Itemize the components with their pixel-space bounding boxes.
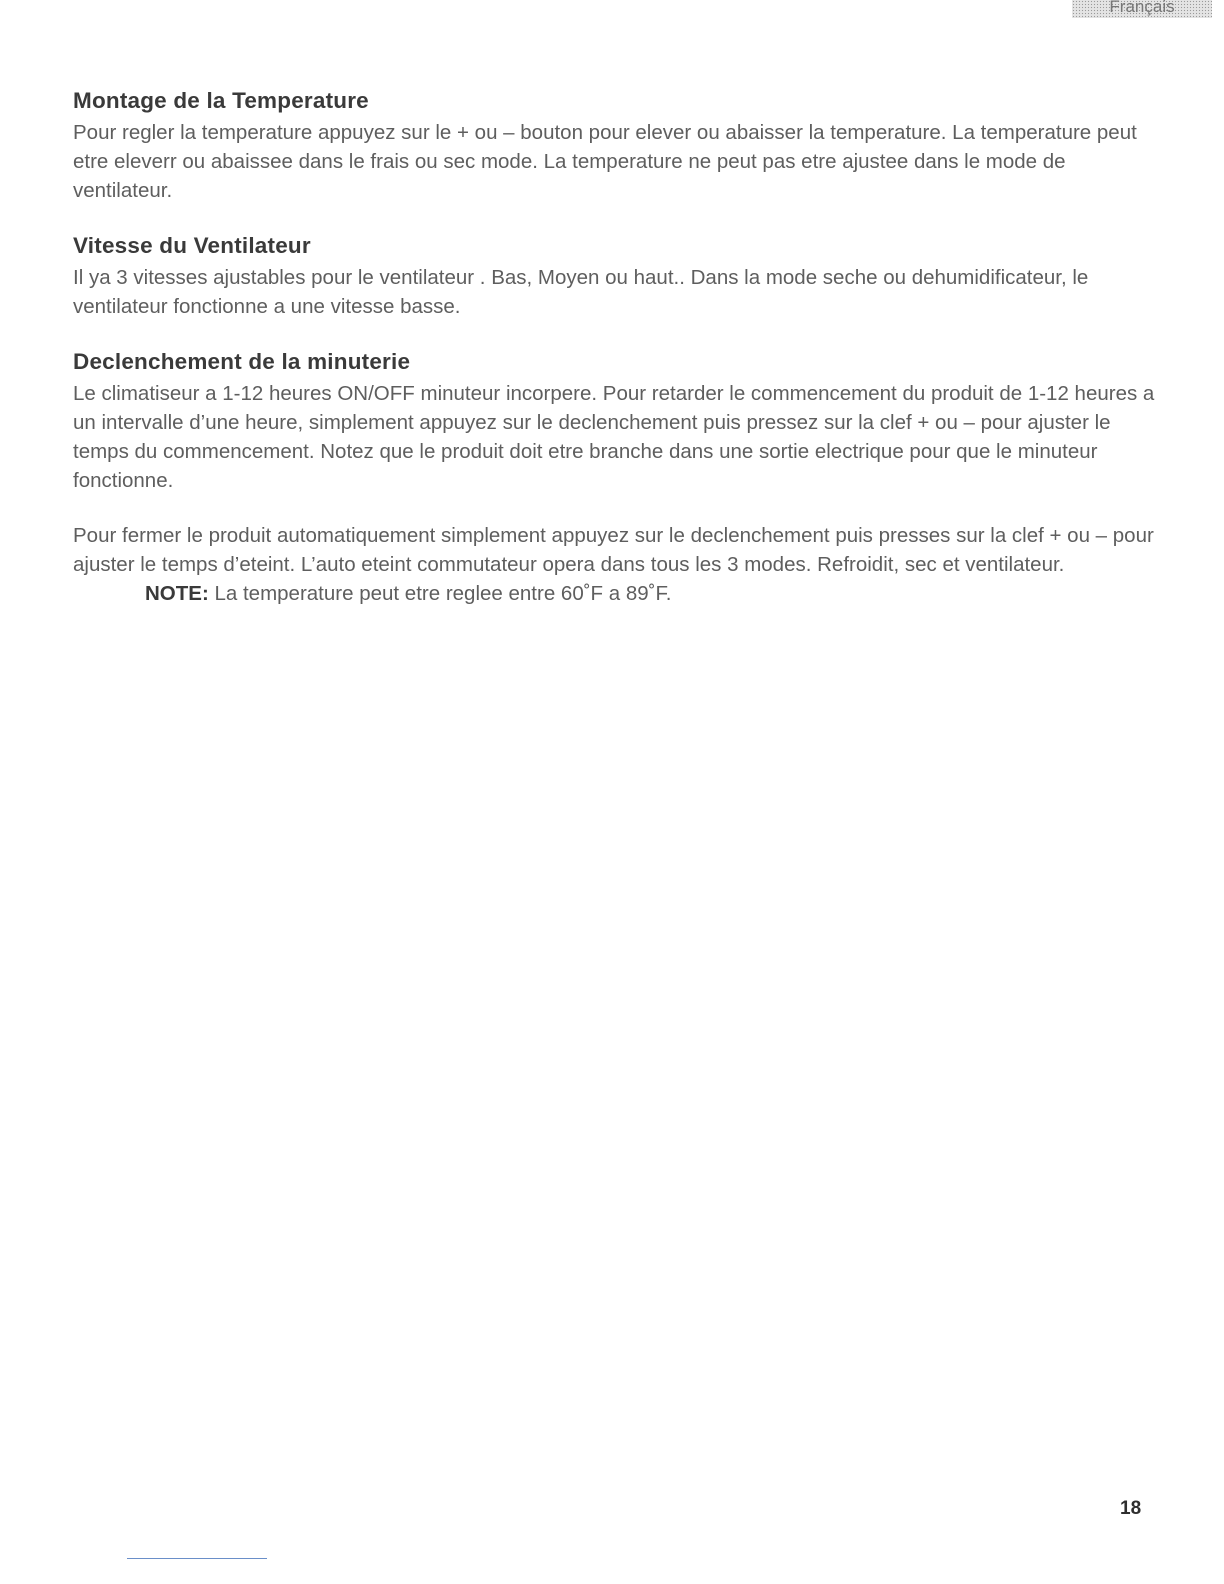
page-number: 18 (1120, 1498, 1142, 1519)
section-fan-speed (73, 231, 1163, 321)
section-paragraph: Le climatiseur a 1-12 heures ON/OFF minuteur incorpere. Pour retarder le commencement du produit de 1-12 heures a un intervalle d’une heure, simplement appuyez sur le declenchement puis pressez sur la clef + ou – pour ajuster le temps du commencement. Notez que le produit doit etre branche dans une sortie electrique pour que le minuteur fonctionne. (73, 382, 1155, 492)
section-timer (73, 347, 1163, 608)
section-paragraph: Pour regler la temperature appuyez sur le + ou – bouton pour elever ou abaisser la temperature. La temperature peut etre eleverr ou abaissee dans le frais ou sec mode. La temperature ne peut pas etre ajustee dans le mode de ventilateur. (73, 121, 1137, 202)
language-tab: Français (1072, 0, 1212, 18)
note-label: NOTE: (145, 582, 209, 605)
section-temperature (73, 86, 1163, 205)
footer-divider (127, 1558, 267, 1559)
section-title: Montage de la Temperature (73, 88, 369, 113)
section-title: Declenchement de la minuterie (73, 349, 411, 374)
note-text: La temperature peut etre reglee entre 60˚F a 89˚F. (208, 582, 672, 605)
section-paragraph: Pour fermer le produit automatiquement simplement appuyez sur le declenchement puis presses sur la clef + ou – pour ajuster le temps d’eteint. L’auto eteint commutateur opera dans tous les 3 modes. Refroidit, sec et ventilateur. (73, 524, 1154, 576)
page-content (73, 86, 1163, 634)
section-paragraph: Il ya 3 vitesses ajustables pour le ventilateur . Bas, Moyen ou haut.. Dans la mode seche ou dehumidificateur, le ventilateur fonctionne a une vitesse basse. (73, 266, 1089, 318)
section-title: Vitesse du Ventilateur (73, 233, 311, 258)
note (73, 579, 1163, 608)
